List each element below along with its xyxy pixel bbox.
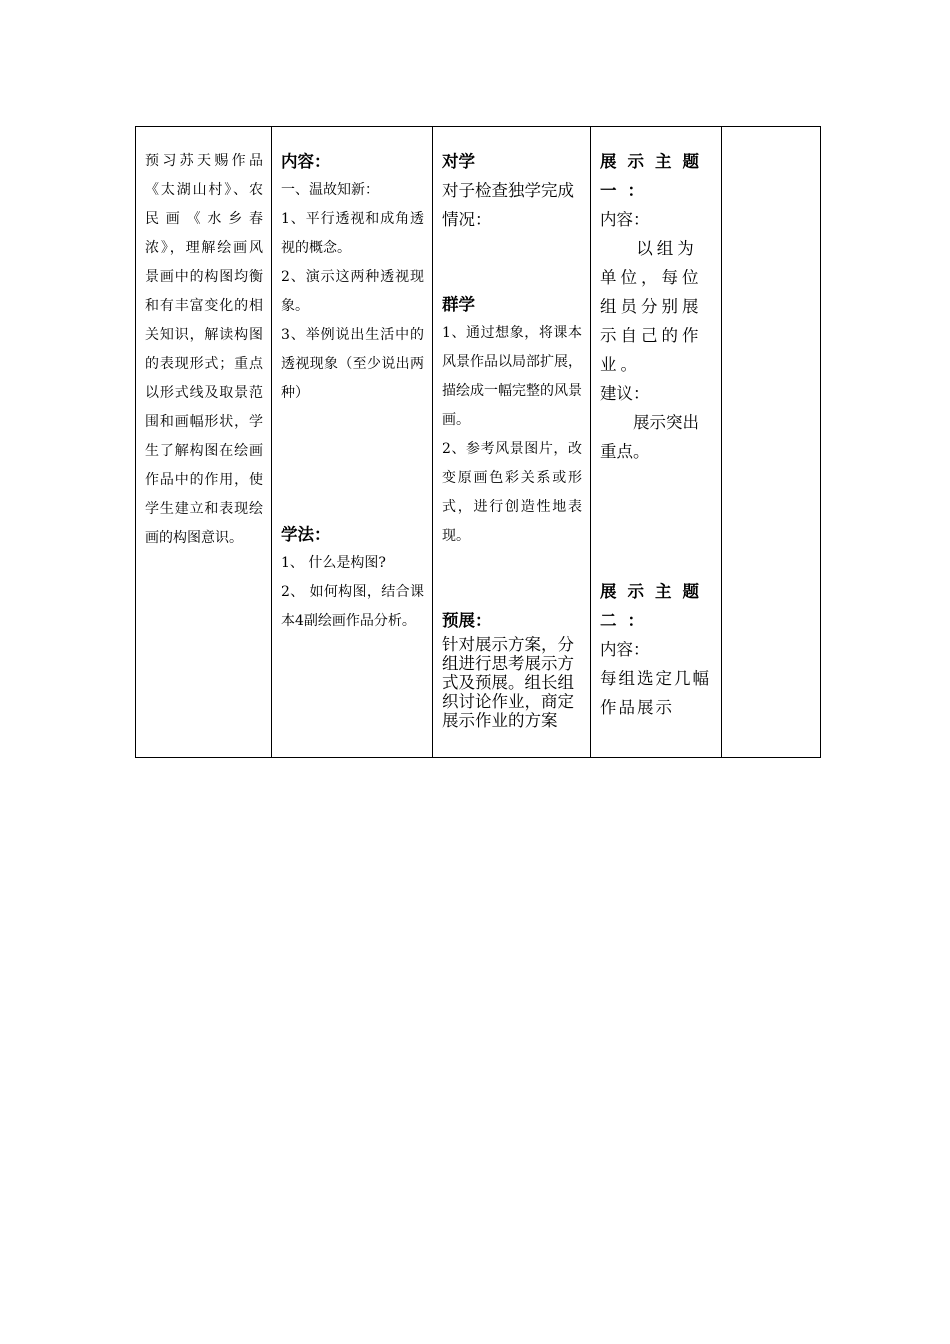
theme1-content-label: 内容： [600,210,650,229]
preview-heading: 预展： [442,611,492,630]
theme1-content: 以组为单位，每位组员分别展示自己的作业。 [600,239,703,374]
group-study-heading: 群学 [442,295,475,314]
theme1-advice-label: 建议： [600,384,650,403]
method-line: 1、 什么是构图? [281,555,386,571]
theme1-advice: 展示突出重点。 [600,413,699,461]
lesson-plan-table [135,126,821,758]
theme2-heading: 展示主题二： [600,582,710,630]
group-study-line: 1、通过想象，将课本风景作品以局部扩展，描绘成一幅完整的风景画。 [442,325,582,428]
cell-content-method [272,127,433,758]
cell-preview-study [136,127,272,758]
content-line: 一、温故知新： [281,182,379,198]
cell-pair-group-study [433,127,591,758]
content-line: 3、举例说出生活中的透视现象（至少说出两种） [281,327,424,401]
content-line: 2、演示这两种透视现象。 [281,269,424,314]
content-line: 1、平行透视和成角透视的概念。 [281,211,424,256]
theme2-content-label: 内容： [600,640,650,659]
content-heading: 内容： [281,152,331,171]
method-line: 2、 如何构图，结合课本4副绘画作品分析。 [281,584,424,629]
table-row [136,127,821,758]
preview-study-text: 预习苏天赐作品《太湖山村》、农民画《水乡春浓》，理解绘画风景画中的构图均衡和有丰富变化的相关知识，解读构图的表现形式；重点以形式线及取景范围和画幅形状，学生了解构图在绘画作品中的作用，使学生建立和表现绘画的构图意识。 [145,153,263,546]
theme2-content: 每组选定几幅作品展示 [600,669,711,717]
cell-empty [722,127,821,758]
cell-presentation [591,127,722,758]
method-heading: 学法： [281,525,331,544]
theme1-heading: 展示主题一： [600,152,710,200]
group-study-line: 2、参考风景图片，改变原画色彩关系或形式，进行创造性地表现。 [442,441,582,544]
preview-text: 针对展示方案，分组进行思考展示方式及预展。组长组织讨论作业，商定展示作业的方案 [442,635,574,730]
pair-study-text: 对子检查独学完成情况： [442,181,574,229]
pair-study-heading: 对学 [442,152,475,171]
